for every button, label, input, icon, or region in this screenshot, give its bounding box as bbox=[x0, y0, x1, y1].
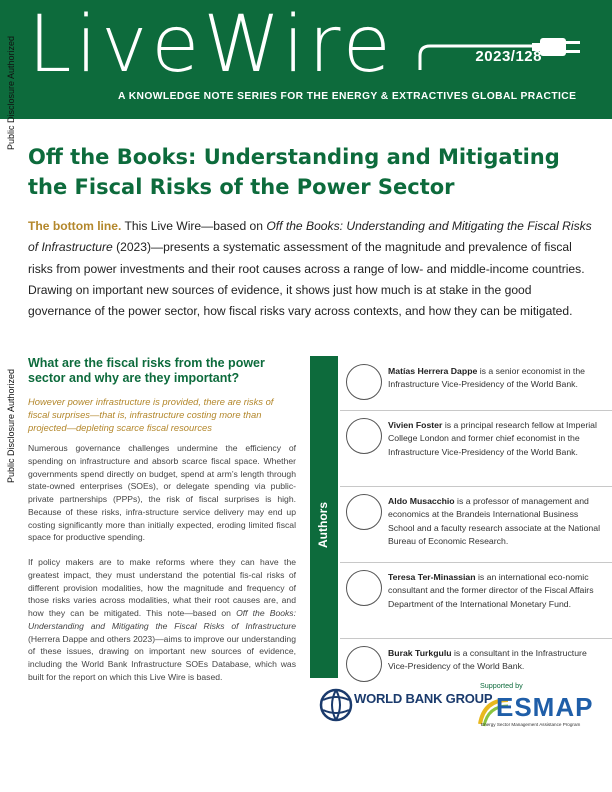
disclosure-note-middle-text: Public Disclosure Authorized bbox=[6, 368, 16, 483]
author-description: is a senior economist in the Infrastructure Vice-Presidency of the World Bank. bbox=[388, 366, 586, 390]
supported-by-label: Supported by bbox=[480, 681, 523, 690]
author-photo-placeholder bbox=[346, 364, 382, 400]
series-tagline: A KNOWLEDGE NOTE SERIES FOR THE ENERGY & EXTRACTIVES GLOBAL PRACTICE bbox=[118, 91, 577, 102]
author-bio bbox=[388, 571, 606, 611]
author-bio bbox=[388, 365, 606, 392]
author-name: Vivien Foster bbox=[388, 420, 443, 430]
author-photo-placeholder bbox=[346, 418, 382, 454]
author-description: is a principal research fellow at Imperial College London and former chief economist in the Infrastructure Vice-Presidency of the World Bank. bbox=[388, 420, 597, 457]
esmap-logo: ESMAP bbox=[496, 692, 594, 722]
author-name: Aldo Musacchio bbox=[388, 496, 455, 506]
bottom-line-paragraph bbox=[28, 216, 594, 322]
bottom-line-text-2: (2023)—presents a systematic assessment of the magnitude and prevalence of fiscal risks from power investments and their root causes across a range of low- and middle-income countries. Drawing on important new sources of evidence, it shows just how much is at stake in the good governance of the power sector, how fiscal risks vary across contexts, and how they can be mitigated. bbox=[28, 240, 585, 319]
main-column bbox=[28, 356, 296, 684]
esmap-subtitle: Energy Sector Management Assistance Program bbox=[481, 722, 581, 727]
author-divider bbox=[340, 562, 612, 563]
body-paragraph-2-a: If policy makers are to make reforms where they can have the greatest impact, they must understand the potential fis-cal risks of different provision modalities, how the magnitude and frequency of those risks varies across modalities, what their root causes are, and how they can be mitigated. This note—based on bbox=[28, 557, 296, 618]
author-entry bbox=[340, 410, 612, 472]
page-title: Off the Books: Understanding and Mitigating the Fiscal Risks of the Power Sector bbox=[28, 145, 560, 199]
author-photo-placeholder bbox=[346, 646, 382, 682]
livewire-logo: LiveWire bbox=[28, 0, 395, 90]
issue-number: 2023/128 bbox=[475, 48, 542, 65]
author-bio bbox=[388, 419, 606, 459]
author-bio bbox=[388, 495, 606, 548]
world-bank-group-logo: WORLD BANK GROUP bbox=[354, 691, 493, 706]
bottom-line-text-1: This Live Wire—based on bbox=[121, 219, 267, 233]
body-paragraph-2-book: Off the Books: Understanding and Mitigating the Fiscal Risks of Infrastructure bbox=[28, 608, 296, 631]
disclosure-note-middle bbox=[6, 369, 16, 483]
author-divider bbox=[340, 486, 612, 487]
author-name: Teresa Ter-Minassian bbox=[388, 572, 476, 582]
author-entry bbox=[340, 562, 612, 624]
section-heading: What are the fiscal risks from the power sector and why are they important? bbox=[28, 356, 265, 385]
author-entry bbox=[340, 486, 612, 548]
header-band bbox=[0, 0, 612, 119]
author-name: Matías Herrera Dappe bbox=[388, 366, 478, 376]
author-description: is a consultant in the Infrastructure Vice-Presidency of the World Bank. bbox=[388, 648, 587, 672]
bottom-line-lead: The bottom line. bbox=[28, 219, 122, 233]
author-bio bbox=[388, 647, 606, 674]
author-divider bbox=[340, 410, 612, 411]
author-description: is an international eco-nomic consultant and the former director of the Fiscal Affairs Department of the International Monetary Fund. bbox=[388, 572, 594, 609]
author-name: Burak Turkgulu bbox=[388, 648, 452, 658]
section-subheading: However power infrastructure is provided, there are risks of fiscal surprises—that is, infrastructure costing more than projected—depleting scarce fiscal resources bbox=[28, 396, 274, 433]
disclosure-note-top bbox=[6, 36, 16, 150]
author-description: is a professor of management and economics at the Brandeis International Business School and a faculty research associate at the National Bureau of Economic Research. bbox=[388, 496, 601, 546]
author-photo-placeholder bbox=[346, 494, 382, 530]
body-paragraph-2 bbox=[28, 556, 296, 684]
bottom-line-book-title: Off the Books: Understanding and Mitigating the Fiscal Risks of Infrastructure bbox=[28, 219, 592, 255]
author-divider bbox=[340, 638, 612, 639]
body-paragraph-2-b: (Herrera Dappe and others 2023)—aims to improve our understanding of these issues, drawing on important new sources of evidence, including the World Bank Infrastructure SOEs Database, which was built for the report on which this Live Wire is based. bbox=[28, 633, 296, 682]
body-paragraph-1: Numerous governance challenges undermine the efficiency of spending on infrastructure and absorb scarce fiscal space. Whether governments spend directly on budget, spend at arm’s length through state-owned enterprises (SOEs), or delegate spending via public-private partnerships (PPPs), the risk of fiscal surprises is high. Because of these risks, infra-structure service delivery may end up costing significantly more than initially expected, eroding limited fiscal space for productive spending. bbox=[28, 443, 296, 543]
authors-label: Authors bbox=[316, 502, 330, 548]
disclosure-note-top-text: Public Disclosure Authorized bbox=[6, 35, 16, 150]
author-photo-placeholder bbox=[346, 570, 382, 606]
author-entry bbox=[340, 356, 612, 418]
